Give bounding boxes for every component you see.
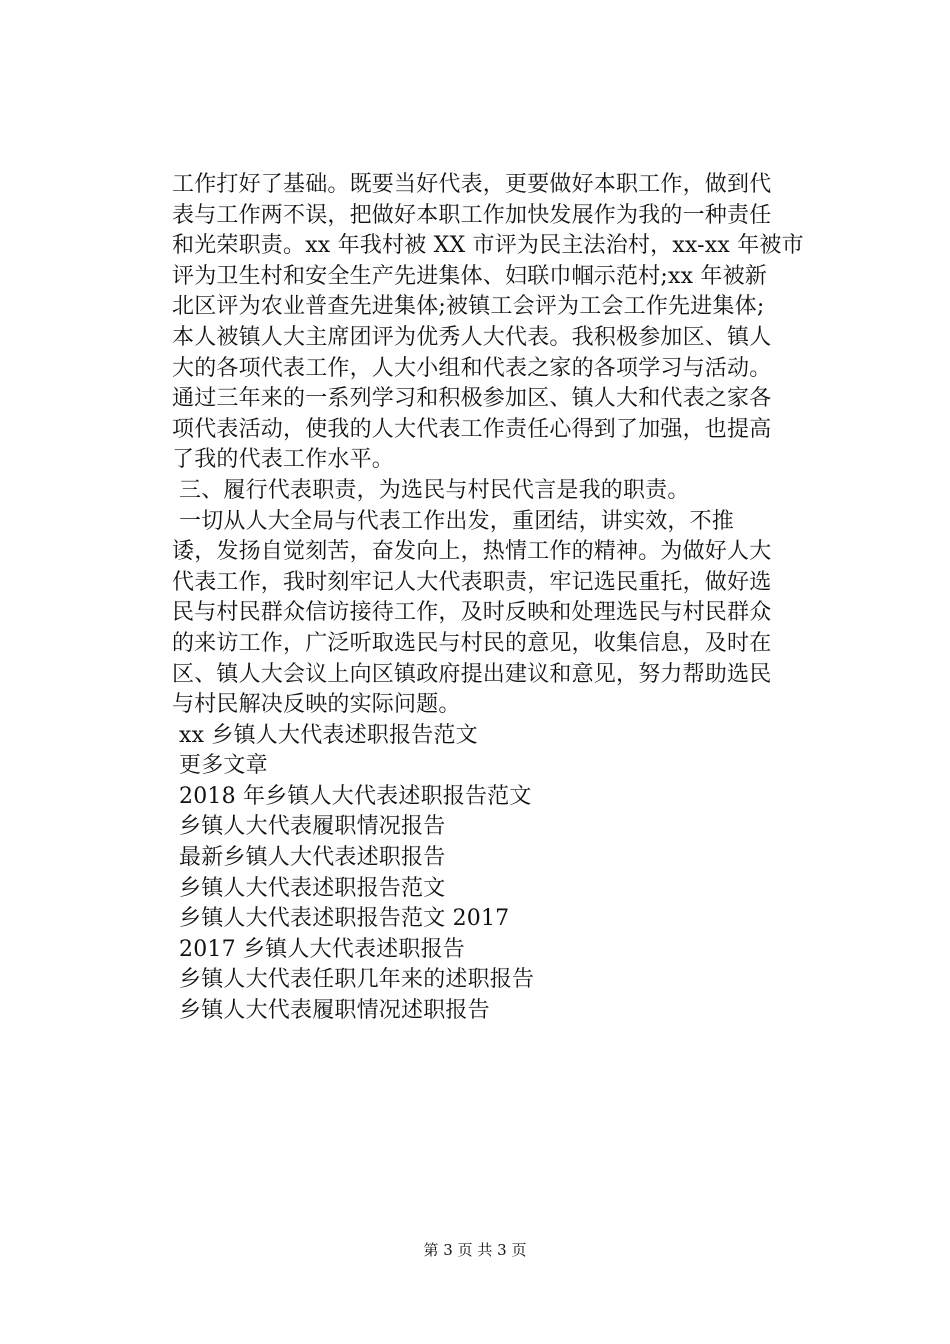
body-line: 工作打好了基础。既要当好代表，更要做好本职工作，做到代: [172, 172, 772, 197]
body-line: 民与村民群众信访接待工作，及时反映和处理选民与村民群众: [172, 600, 772, 626]
body-line: 通过三年来的一系列学习和积极参加区、镇人大和代表之家各: [172, 386, 772, 412]
section-heading: 三、履行代表职责，为选民与村民代言是我的职责。: [179, 477, 690, 503]
body-line: 诿，发扬自觉刻苦，奋发向上，热情工作的精神。为做好人大: [172, 539, 772, 565]
body-line: 北区评为农业普查先进集体;被镇工会评为工会工作先进集体;: [172, 294, 765, 320]
more-articles-heading: 更多文章: [179, 753, 268, 779]
related-article-link[interactable]: 乡镇人大代表述职报告范文: [179, 875, 446, 901]
body-line: 和光荣职责。xx 年我村被 XX 市评为民主法治村，xx-xx 年被市: [172, 233, 804, 259]
related-article-link[interactable]: 乡镇人大代表履职情况报告: [179, 814, 446, 840]
body-line: 本人被镇人大主席团评为优秀人大代表。我积极参加区、镇人: [172, 324, 772, 350]
article-title: xx 乡镇人大代表述职报告范文: [179, 722, 478, 748]
related-article-link[interactable]: 2017 乡镇人大代表述职报告: [179, 936, 465, 962]
related-article-link[interactable]: 最新乡镇人大代表述职报告: [179, 845, 446, 871]
body-line: 区、镇人大会议上向区镇政府提出建议和意见，努力帮助选民: [172, 661, 772, 687]
related-article-link[interactable]: 乡镇人大代表履职情况述职报告: [179, 998, 490, 1024]
body-line: 了我的代表工作水平。: [172, 447, 395, 473]
body-line: 表与工作两不误，把做好本职工作加快发展作为我的一种责任: [172, 202, 772, 228]
related-article-link[interactable]: 2018 年乡镇人大代表述职报告范文: [179, 783, 532, 809]
body-line: 的来访工作，广泛听取选民与村民的意见，收集信息，及时在: [172, 630, 772, 656]
page-number-footer: 第 3 页 共 3 页: [423, 1241, 527, 1259]
body-line: 项代表活动，使我的人大代表工作责任心得到了加强，也提高: [172, 416, 772, 442]
body-line: 代表工作，我时刻牢记人大代表职责，牢记选民重托，做好选: [172, 569, 772, 595]
body-line: 评为卫生村和安全生产先进集体、妇联巾帼示范村;xx 年被新: [172, 263, 768, 289]
body-line: 大的各项代表工作，人大小组和代表之家的各项学习与活动。: [172, 355, 772, 381]
document-body: [172, 170, 832, 1027]
related-article-link[interactable]: 乡镇人大代表任职几年来的述职报告: [179, 967, 535, 993]
body-line: 与村民解决反映的实际问题。: [172, 692, 461, 718]
related-article-link[interactable]: 乡镇人大代表述职报告范文 2017: [179, 906, 510, 932]
body-line: 一切从人大全局与代表工作出发，重团结，讲实效，不推: [179, 508, 735, 534]
